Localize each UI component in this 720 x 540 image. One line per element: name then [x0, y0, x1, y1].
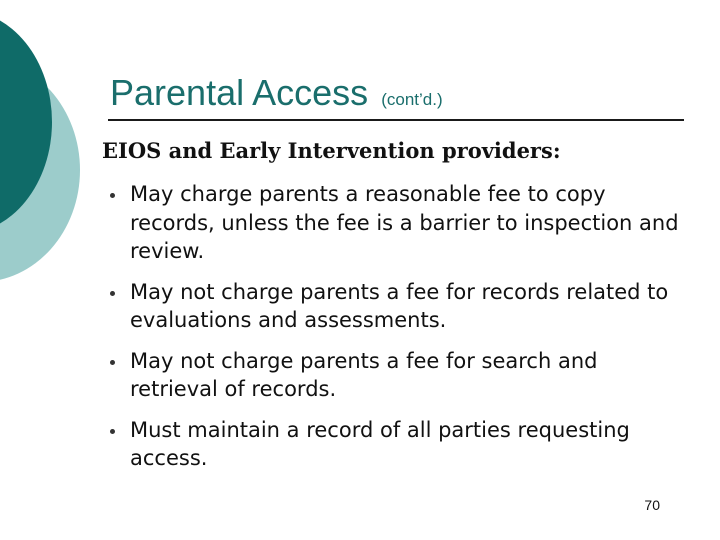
bullet-list: [108, 180, 688, 485]
title-underline: [108, 119, 684, 121]
bullet-icon: [110, 193, 115, 198]
bullet-icon: [110, 291, 115, 296]
bullet-text: May not charge parents a fee for records related to evaluations and assessments.: [130, 279, 669, 332]
decorative-teal-circles: [0, 0, 80, 300]
bullet-icon: [110, 360, 115, 365]
bullet-item: [108, 416, 688, 473]
page-number: 70: [644, 497, 660, 513]
bullet-item: [108, 278, 688, 335]
bullet-text: May not charge parents a fee for search and retrieval of records.: [130, 348, 598, 401]
bullet-item: [108, 180, 688, 266]
subheading: EIOS and Early Intervention providers:: [102, 138, 561, 163]
bullet-text: May charge parents a reasonable fee to copy records, unless the fee is a barrier to inspection and review.: [130, 182, 679, 263]
title-text: Parental Access: [110, 72, 369, 113]
bullet-item: [108, 347, 688, 404]
bullet-text: Must maintain a record of all parties requesting access.: [130, 417, 630, 470]
bullet-icon: [110, 429, 115, 434]
slide-title: [110, 72, 443, 114]
title-suffix: (cont’d.): [381, 90, 443, 109]
